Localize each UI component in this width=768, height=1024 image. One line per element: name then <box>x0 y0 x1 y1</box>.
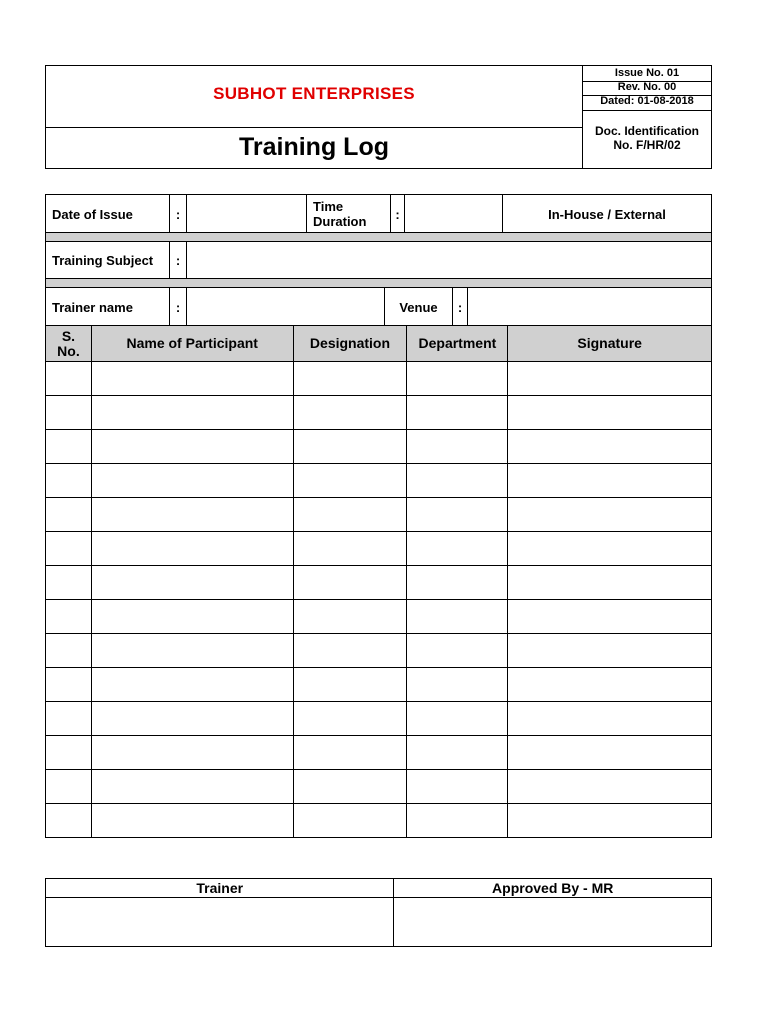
serial-number-cell[interactable] <box>46 430 92 464</box>
date-of-issue-field[interactable] <box>187 195 307 233</box>
table-row <box>46 736 712 770</box>
signature-cell[interactable] <box>508 362 712 396</box>
signature-cell[interactable] <box>508 566 712 600</box>
signature-cell[interactable] <box>508 396 712 430</box>
designation-cell[interactable] <box>293 498 407 532</box>
table-header-row <box>46 326 712 362</box>
col-department: Department <box>407 326 508 362</box>
serial-number-cell[interactable] <box>46 634 92 668</box>
separator-bar <box>46 278 711 288</box>
department-cell[interactable] <box>407 464 508 498</box>
designation-cell[interactable] <box>293 532 407 566</box>
approved-by-heading: Approved By - MR <box>394 879 712 898</box>
serial-number-cell[interactable] <box>46 600 92 634</box>
signature-cell[interactable] <box>508 600 712 634</box>
document-header <box>45 65 712 169</box>
department-cell[interactable] <box>407 668 508 702</box>
table-row <box>46 362 712 396</box>
designation-cell[interactable] <box>293 702 407 736</box>
participant-name-cell[interactable] <box>91 396 293 430</box>
colon: : <box>170 242 187 279</box>
table-row <box>46 770 712 804</box>
serial-number-cell[interactable] <box>46 362 92 396</box>
table-row <box>46 702 712 736</box>
approver-signature-field[interactable] <box>394 898 712 947</box>
designation-cell[interactable] <box>293 430 407 464</box>
participant-name-cell[interactable] <box>91 464 293 498</box>
department-cell[interactable] <box>407 430 508 464</box>
table-row <box>46 396 712 430</box>
col-name-of-participant: Name of Participant <box>91 326 293 362</box>
participant-rows <box>46 362 712 838</box>
document-title: Training Log <box>239 133 389 161</box>
designation-cell[interactable] <box>293 668 407 702</box>
table-row <box>46 532 712 566</box>
department-cell[interactable] <box>407 634 508 668</box>
serial-number-cell[interactable] <box>46 668 92 702</box>
training-subject-label: Training Subject <box>46 242 170 279</box>
department-cell[interactable] <box>407 804 508 838</box>
participant-name-cell[interactable] <box>91 362 293 396</box>
colon: : <box>170 288 187 326</box>
signature-cell[interactable] <box>508 804 712 838</box>
info-row-trainer <box>46 288 711 326</box>
separator-bar <box>46 232 711 242</box>
colon: : <box>453 288 468 326</box>
serial-number-cell[interactable] <box>46 770 92 804</box>
signature-cell[interactable] <box>508 770 712 804</box>
colon: : <box>170 195 187 233</box>
doc-identification: Doc. Identification No. F/HR/02 <box>594 124 699 152</box>
participant-name-cell[interactable] <box>91 566 293 600</box>
designation-cell[interactable] <box>293 362 407 396</box>
company-name: SUBHOT ENTERPRISES <box>213 84 415 103</box>
approval-signature-row <box>46 898 712 947</box>
inhouse-external-option[interactable]: In-House / External <box>548 206 666 222</box>
participant-name-cell[interactable] <box>91 600 293 634</box>
approval-table <box>45 878 712 947</box>
col-signature: Signature <box>508 326 712 362</box>
signature-cell[interactable] <box>508 498 712 532</box>
col-serial-number: S. No. <box>46 326 92 362</box>
signature-cell[interactable] <box>508 430 712 464</box>
serial-number-cell[interactable] <box>46 532 92 566</box>
approval-header-row <box>46 879 712 898</box>
designation-cell[interactable] <box>293 600 407 634</box>
table-row <box>46 464 712 498</box>
department-cell[interactable] <box>407 600 508 634</box>
signature-cell[interactable] <box>508 736 712 770</box>
department-cell[interactable] <box>407 396 508 430</box>
participant-name-cell[interactable] <box>91 532 293 566</box>
designation-cell[interactable] <box>293 464 407 498</box>
participant-name-cell[interactable] <box>91 804 293 838</box>
trainer-name-label: Trainer name <box>46 288 170 326</box>
colon: : <box>391 195 405 233</box>
training-info-block <box>45 194 712 325</box>
trainer-heading: Trainer <box>46 879 394 898</box>
signature-cell[interactable] <box>508 702 712 736</box>
serial-number-cell[interactable] <box>46 498 92 532</box>
designation-cell[interactable] <box>293 566 407 600</box>
designation-cell[interactable] <box>293 770 407 804</box>
department-cell[interactable] <box>407 362 508 396</box>
department-cell[interactable] <box>407 566 508 600</box>
trainer-signature-field[interactable] <box>46 898 394 947</box>
venue-field[interactable] <box>468 288 711 326</box>
table-row <box>46 430 712 464</box>
participant-name-cell[interactable] <box>91 430 293 464</box>
designation-cell[interactable] <box>293 396 407 430</box>
serial-number-cell[interactable] <box>46 702 92 736</box>
serial-number-cell[interactable] <box>46 464 92 498</box>
participant-name-cell[interactable] <box>91 702 293 736</box>
serial-number-cell[interactable] <box>46 566 92 600</box>
date-of-issue-label: Date of Issue <box>46 195 170 233</box>
table-row <box>46 804 712 838</box>
info-row-date <box>46 195 711 233</box>
department-cell[interactable] <box>407 498 508 532</box>
table-row <box>46 600 712 634</box>
signature-cell[interactable] <box>508 464 712 498</box>
department-cell[interactable] <box>407 702 508 736</box>
venue-label: Venue <box>385 288 453 326</box>
designation-cell[interactable] <box>293 804 407 838</box>
time-duration-field[interactable] <box>405 195 503 233</box>
info-row-subject <box>46 242 711 279</box>
issue-date: Dated: 01-08-2018 <box>582 94 712 111</box>
table-row <box>46 668 712 702</box>
issue-number: Issue No. 01 <box>582 66 712 82</box>
serial-number-cell[interactable] <box>46 736 92 770</box>
signature-cell[interactable] <box>508 634 712 668</box>
time-duration-label: Time Duration <box>307 195 391 233</box>
participant-name-cell[interactable] <box>91 634 293 668</box>
table-row <box>46 498 712 532</box>
department-cell[interactable] <box>407 770 508 804</box>
department-cell[interactable] <box>407 532 508 566</box>
participant-name-cell[interactable] <box>91 736 293 770</box>
signature-cell[interactable] <box>508 668 712 702</box>
table-row <box>46 634 712 668</box>
participants-table <box>45 325 712 838</box>
serial-number-cell[interactable] <box>46 396 92 430</box>
designation-cell[interactable] <box>293 736 407 770</box>
col-designation: Designation <box>293 326 407 362</box>
signature-cell[interactable] <box>508 532 712 566</box>
participant-name-cell[interactable] <box>91 498 293 532</box>
serial-number-cell[interactable] <box>46 804 92 838</box>
training-subject-field[interactable] <box>187 242 711 279</box>
department-cell[interactable] <box>407 736 508 770</box>
designation-cell[interactable] <box>293 634 407 668</box>
participant-name-cell[interactable] <box>91 668 293 702</box>
table-row <box>46 566 712 600</box>
trainer-name-field[interactable] <box>187 288 385 326</box>
revision-number: Rev. No. 00 <box>582 80 712 96</box>
participant-name-cell[interactable] <box>91 770 293 804</box>
